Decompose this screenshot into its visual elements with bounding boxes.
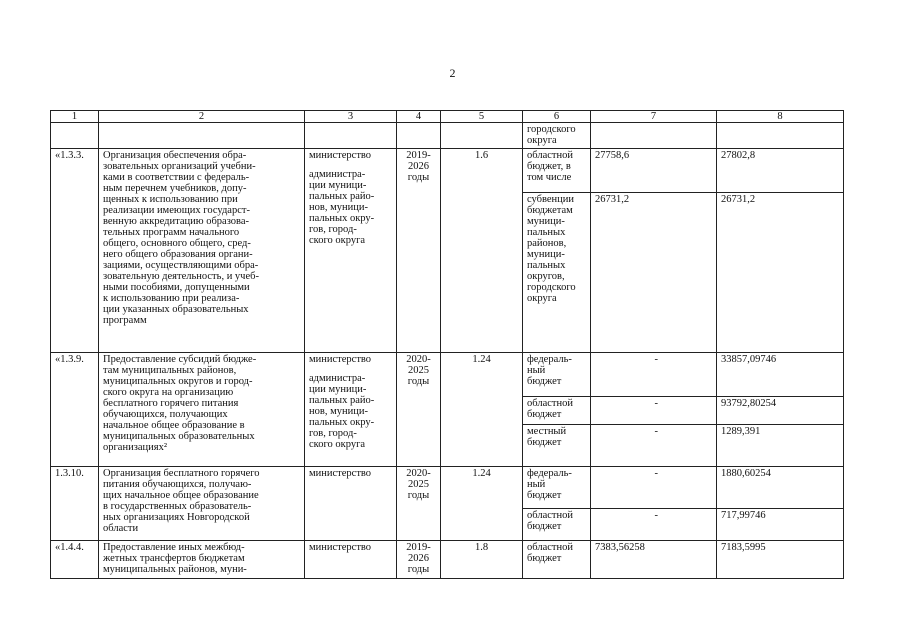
amount-col8: 717,99746 (717, 509, 844, 541)
amount-col7: - (591, 397, 717, 425)
funding-source-cell (523, 123, 591, 149)
measure-number: «1.3.9. (51, 353, 99, 467)
table-row (51, 149, 844, 193)
measure-name: Предоставление иных межбюд- жетных трансфертов бюджетам муниципальных районов, муни- (99, 541, 305, 579)
table-cell (591, 123, 717, 149)
amount-col8: 1289,391 (717, 425, 844, 467)
funding-source-cell: субвенции бюджетам муници- пальных районов, муници- пальных округов, городского округа (523, 193, 591, 353)
table-cell (305, 123, 397, 149)
measure-name: Организация обеспечения обра- зовательных организаций учебни- ками в соответствии с федераль- ным перечнем учебников, допу- щенных к использованию при реализации имеющих государст- венную аккредитацию образова- тельных программ начального общего, основного общего, сред- него общего образования органи- зациями, осуществляющими обра- зовательную деятельность, и учеб- ными пособиями, допущенными к использованию при реализа- ции указанных образовательных программ (99, 149, 305, 353)
funding-source-cell: областной бюджет (523, 397, 591, 425)
table-cell (717, 123, 844, 149)
table-cell (397, 123, 441, 149)
target-indicator: 1.8 (441, 541, 523, 579)
amount-col7: - (591, 425, 717, 467)
measure-years: 2020- 2025 годы (397, 467, 441, 541)
measure-name: Предоставление субсидий бюдже- там муниципальных районов, муниципальных округов и город- ского округа на организацию бесплатного горячего питания обучающихся, получающих начальное общее образование в муниципальных образовательных организациях² (99, 353, 305, 467)
target-indicator: 1.6 (441, 149, 523, 353)
header-cell: 1 (51, 111, 99, 123)
measure-executor: министерство (305, 541, 397, 579)
amount-col7: 7383,56258 (591, 541, 717, 579)
measure-number: 1.3.10. (51, 467, 99, 541)
measure-executor: министерство администра- ции муници- пальных райо- нов, муници- пальных окру- гов, город- ского округа (305, 353, 397, 467)
measure-executor: министерство администра- ции муници- пальных райо- нов, муници- пальных окру- гов, город- ского округа (305, 149, 397, 353)
funding-source-cell: федераль- ный бюджет (523, 467, 591, 509)
table-row (51, 467, 844, 509)
page-number: 2 (449, 66, 456, 80)
header-cell: 8 (717, 111, 844, 123)
amount-col8: 1880,60254 (717, 467, 844, 509)
program-table (50, 110, 844, 579)
amount-col7: 26731,2 (591, 193, 717, 353)
amount-col7: - (591, 509, 717, 541)
table-row (51, 353, 844, 397)
amount-col8: 7183,5995 (717, 541, 844, 579)
header-cell: 5 (441, 111, 523, 123)
amount-col7: - (591, 353, 717, 397)
header-row (51, 111, 844, 123)
header-cell: 7 (591, 111, 717, 123)
measure-years: 2019- 2026 годы (397, 541, 441, 579)
amount-col8: 93792,80254 (717, 397, 844, 425)
amount-col7: 27758,6 (591, 149, 717, 193)
header-cell: 3 (305, 111, 397, 123)
header-cell: 6 (523, 111, 591, 123)
measure-years: 2019- 2026 годы (397, 149, 441, 353)
funding-source-cell: федераль- ный бюджет (523, 353, 591, 397)
amount-col7: - (591, 467, 717, 509)
table-row (51, 123, 844, 149)
funding-source-cell: областной бюджет (523, 541, 591, 579)
funding-source-text: городского округа (527, 124, 576, 146)
funding-source-cell: местный бюджет (523, 425, 591, 467)
header-cell: 2 (99, 111, 305, 123)
funding-source-cell: областной бюджет (523, 509, 591, 541)
header-cell: 4 (397, 111, 441, 123)
table-cell (99, 123, 305, 149)
amount-col8: 33857,09746 (717, 353, 844, 397)
measure-number: «1.3.3. (51, 149, 99, 353)
table-row (51, 541, 844, 579)
measure-executor: министерство (305, 467, 397, 541)
table-cell (441, 123, 523, 149)
measure-name: Организация бесплатного горячего питания обучающихся, получаю- щих начальное общее образование в государственных образователь- ных организациях Новгородской области (99, 467, 305, 541)
measure-number: «1.4.4. (51, 541, 99, 579)
target-indicator: 1.24 (441, 467, 523, 541)
table-cell (51, 123, 99, 149)
funding-source-cell: областной бюджет, в том числе (523, 149, 591, 193)
measure-years: 2020- 2025 годы (397, 353, 441, 467)
amount-col8: 27802,8 (717, 149, 844, 193)
target-indicator: 1.24 (441, 353, 523, 467)
amount-col8: 26731,2 (717, 193, 844, 353)
